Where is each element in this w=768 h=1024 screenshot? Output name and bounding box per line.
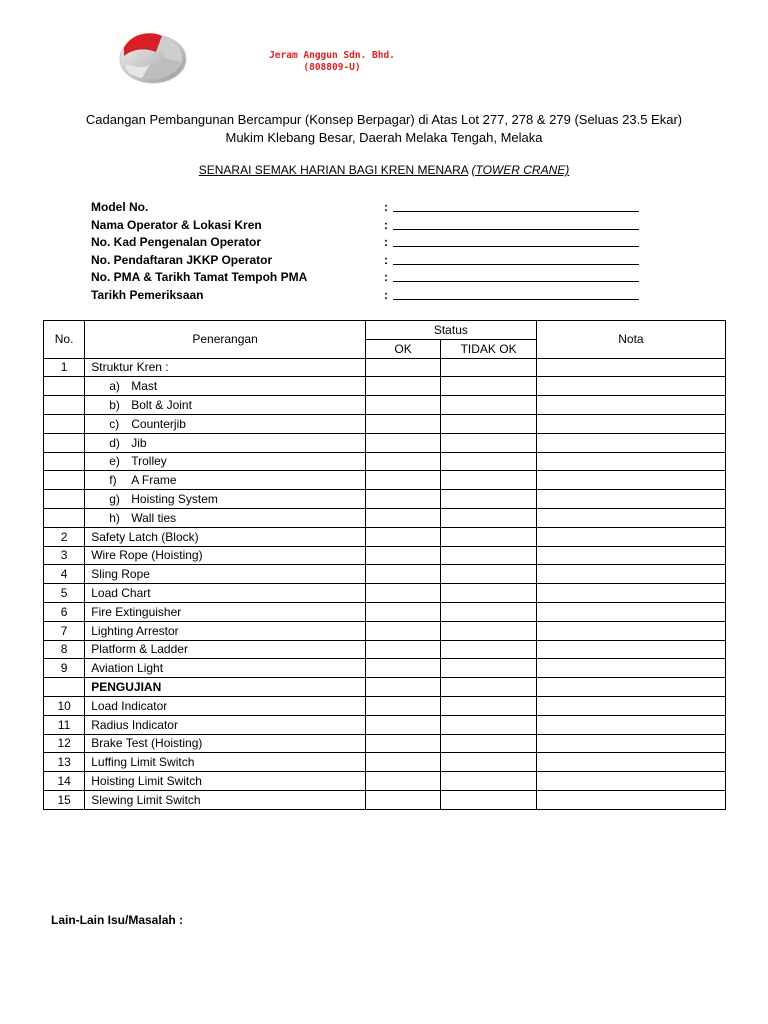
document-title	[0, 163, 768, 177]
info-field-colon: :	[384, 270, 388, 284]
nota-cell[interactable]	[536, 659, 725, 678]
sub-item-letter: d)	[109, 435, 120, 450]
sub-item-letter: g)	[109, 492, 120, 507]
nota-cell[interactable]	[536, 527, 725, 546]
checklist-row	[44, 565, 726, 584]
row-description	[85, 471, 366, 490]
status-ok-cell[interactable]	[365, 546, 440, 565]
status-tidak-ok-cell[interactable]	[441, 452, 537, 471]
checklist-row	[44, 396, 726, 415]
status-ok-cell[interactable]	[365, 358, 440, 377]
row-number: 11	[44, 715, 85, 734]
row-description: Load Indicator	[85, 696, 366, 715]
sub-item-letter: e)	[109, 454, 120, 469]
status-tidak-ok-cell[interactable]	[441, 527, 537, 546]
nota-cell[interactable]	[536, 753, 725, 772]
row-number: 4	[44, 565, 85, 584]
title-main: SENARAI SEMAK HARIAN BAGI KREN MENARA	[198, 163, 469, 177]
row-number: 3	[44, 546, 85, 565]
sub-item-letter: b)	[109, 398, 120, 413]
row-description: Load Chart	[85, 584, 366, 603]
status-tidak-ok-cell[interactable]	[441, 414, 537, 433]
status-ok-cell[interactable]	[365, 565, 440, 584]
row-number: 13	[44, 753, 85, 772]
status-tidak-ok-cell[interactable]	[441, 396, 537, 415]
info-field-label: Nama Operator & Lokasi Kren	[91, 217, 262, 232]
checklist-row	[44, 790, 726, 809]
info-field-label: No. Pendaftaran JKKP Operator	[91, 252, 273, 267]
row-number: 15	[44, 790, 85, 809]
row-description	[85, 396, 366, 415]
checklist-row	[44, 433, 726, 452]
checklist-row	[44, 715, 726, 734]
info-field-row	[91, 269, 651, 287]
nota-cell[interactable]	[536, 396, 725, 415]
status-tidak-ok-cell[interactable]	[441, 433, 537, 452]
status-ok-cell[interactable]	[365, 772, 440, 791]
status-tidak-ok-cell[interactable]	[441, 678, 537, 697]
status-ok-cell[interactable]	[365, 659, 440, 678]
row-description: Lighting Arrestor	[85, 621, 366, 640]
info-field-row	[91, 252, 651, 270]
info-field-colon: :	[384, 287, 388, 302]
nota-cell[interactable]	[536, 490, 725, 509]
status-tidak-ok-cell[interactable]	[441, 640, 537, 659]
row-description: Hoisting Limit Switch	[85, 772, 366, 791]
status-ok-cell[interactable]	[365, 734, 440, 753]
row-number	[44, 678, 85, 697]
checklist-row	[44, 490, 726, 509]
row-description	[85, 433, 366, 452]
info-field-colon: :	[384, 217, 388, 232]
sub-item-text: Mast	[131, 379, 158, 394]
info-field-row	[91, 217, 651, 235]
row-description: Sling Rope	[85, 565, 366, 584]
status-tidak-ok-cell[interactable]	[441, 508, 537, 527]
nota-cell[interactable]	[536, 678, 725, 697]
row-number: 14	[44, 772, 85, 791]
row-description: Radius Indicator	[85, 715, 366, 734]
checklist-row	[44, 527, 726, 546]
sub-item-letter: f)	[109, 473, 117, 488]
nota-cell[interactable]	[536, 772, 725, 791]
row-description: Aviation Light	[85, 659, 366, 678]
status-tidak-ok-cell[interactable]	[441, 772, 537, 791]
row-description: Luffing Limit Switch	[85, 753, 366, 772]
nota-cell[interactable]	[536, 471, 725, 490]
nota-cell[interactable]	[536, 602, 725, 621]
status-ok-cell[interactable]	[365, 527, 440, 546]
row-number	[44, 377, 85, 396]
nota-cell[interactable]	[536, 621, 725, 640]
info-field-label: No. PMA & Tarikh Tamat Tempoh PMA	[91, 270, 308, 284]
checklist-row	[44, 358, 726, 377]
info-field-blank-line[interactable]	[393, 299, 639, 300]
status-ok-cell[interactable]	[365, 490, 440, 509]
row-number: 12	[44, 734, 85, 753]
checklist-row	[44, 602, 726, 621]
row-description: Safety Latch (Block)	[85, 527, 366, 546]
row-number	[44, 471, 85, 490]
sub-item-text: Trolley	[131, 454, 167, 469]
sub-item-text: Bolt & Joint	[131, 398, 192, 413]
nota-cell[interactable]	[536, 584, 725, 603]
sub-item-text: Wall ties	[131, 510, 177, 525]
checklist-row	[44, 696, 726, 715]
header-ok: OK	[365, 339, 440, 358]
row-number: 5	[44, 584, 85, 603]
checklist-row	[44, 584, 726, 603]
status-tidak-ok-cell[interactable]	[441, 659, 537, 678]
sub-item-letter: h)	[109, 510, 120, 525]
row-description: Slewing Limit Switch	[85, 790, 366, 809]
row-description: Platform & Ladder	[85, 640, 366, 659]
status-ok-cell[interactable]	[365, 452, 440, 471]
row-description: Struktur Kren :	[85, 358, 366, 377]
info-field-label: Tarikh Pemeriksaan	[91, 287, 204, 302]
project-line-2: Mukim Klebang Besar, Daerah Melaka Tengah, Melaka	[225, 130, 543, 145]
status-tidak-ok-cell[interactable]	[441, 602, 537, 621]
status-tidak-ok-cell[interactable]	[441, 546, 537, 565]
nota-cell[interactable]	[536, 546, 725, 565]
status-tidak-ok-cell[interactable]	[441, 621, 537, 640]
row-number: 9	[44, 659, 85, 678]
header-no: No.	[44, 321, 85, 359]
row-description	[85, 508, 366, 527]
nota-cell[interactable]	[536, 452, 725, 471]
checklist-row	[44, 640, 726, 659]
status-tidak-ok-cell[interactable]	[441, 490, 537, 509]
status-tidak-ok-cell[interactable]	[441, 471, 537, 490]
checklist-row	[44, 621, 726, 640]
row-number	[44, 433, 85, 452]
project-line-1: Cadangan Pembangunan Bercampur (Konsep Berpagar) di Atas Lot 277, 278 & 279 (Seluas 23.5 Ekar)	[85, 112, 683, 127]
row-description: Fire Extinguisher	[85, 602, 366, 621]
row-number: 1	[44, 358, 85, 377]
row-description: Brake Test (Hoisting)	[85, 734, 366, 753]
header-tidak-ok: TIDAK OK	[441, 339, 537, 358]
header-status: Status	[365, 321, 536, 340]
status-ok-cell[interactable]	[365, 696, 440, 715]
row-number: 8	[44, 640, 85, 659]
checklist-row	[44, 753, 726, 772]
info-field-row	[91, 199, 651, 217]
row-description	[85, 452, 366, 471]
info-field-blank-line[interactable]	[393, 229, 639, 230]
info-field-row	[91, 287, 651, 305]
status-ok-cell[interactable]	[365, 640, 440, 659]
checklist-row	[44, 471, 726, 490]
checklist-row	[44, 414, 726, 433]
nota-cell[interactable]	[536, 640, 725, 659]
status-tidak-ok-cell[interactable]	[441, 753, 537, 772]
status-ok-cell[interactable]	[365, 678, 440, 697]
info-field-colon: :	[384, 235, 388, 249]
checklist-row	[44, 678, 726, 697]
status-ok-cell[interactable]	[365, 602, 440, 621]
info-field-label: No. Kad Pengenalan Operator	[91, 235, 262, 249]
status-ok-cell[interactable]	[365, 396, 440, 415]
info-field-blank-line[interactable]	[393, 281, 639, 282]
status-ok-cell[interactable]	[365, 433, 440, 452]
checklist-row	[44, 546, 726, 565]
info-field-colon: :	[384, 252, 388, 267]
status-ok-cell[interactable]	[365, 753, 440, 772]
checklist-row	[44, 659, 726, 678]
row-number	[44, 490, 85, 509]
status-tidak-ok-cell[interactable]	[441, 584, 537, 603]
row-number	[44, 452, 85, 471]
nota-cell[interactable]	[536, 696, 725, 715]
operator-info-fields	[91, 199, 651, 304]
checklist-row	[44, 734, 726, 753]
sub-item-text: Jib	[131, 435, 147, 450]
nota-cell[interactable]	[536, 414, 725, 433]
sub-item-text: Counterjib	[131, 416, 186, 431]
row-number: 6	[44, 602, 85, 621]
sub-item-letter: a)	[109, 379, 120, 394]
nota-cell[interactable]	[536, 377, 725, 396]
row-number	[44, 396, 85, 415]
row-description	[85, 377, 366, 396]
nota-cell[interactable]	[536, 715, 725, 734]
status-ok-cell[interactable]	[365, 414, 440, 433]
project-header	[0, 111, 768, 147]
header-desc: Penerangan	[85, 321, 366, 359]
company-name: Jeram Anggun Sdn. Bhd.	[269, 50, 395, 61]
nota-cell[interactable]	[536, 734, 725, 753]
status-tidak-ok-cell[interactable]	[441, 696, 537, 715]
info-field-blank-line[interactable]	[393, 264, 639, 265]
row-description: Wire Rope (Hoisting)	[85, 546, 366, 565]
info-field-blank-line[interactable]	[393, 211, 639, 212]
sub-item-text: Hoisting System	[131, 492, 218, 507]
status-ok-cell[interactable]	[365, 377, 440, 396]
status-ok-cell[interactable]	[365, 715, 440, 734]
checklist-row	[44, 772, 726, 791]
row-description	[85, 414, 366, 433]
info-field-blank-line[interactable]	[393, 246, 639, 247]
status-tidak-ok-cell[interactable]	[441, 358, 537, 377]
nota-cell[interactable]	[536, 358, 725, 377]
status-ok-cell[interactable]	[365, 471, 440, 490]
nota-cell[interactable]	[536, 565, 725, 584]
checklist-row	[44, 452, 726, 471]
nota-cell[interactable]	[536, 433, 725, 452]
info-field-label: Model No.	[91, 200, 149, 214]
status-ok-cell[interactable]	[365, 584, 440, 603]
info-field-colon: :	[384, 200, 388, 214]
title-italic: (TOWER CRANE)	[471, 163, 570, 177]
status-ok-cell[interactable]	[365, 790, 440, 809]
checklist-row	[44, 377, 726, 396]
nota-cell[interactable]	[536, 508, 725, 527]
status-tidak-ok-cell[interactable]	[441, 715, 537, 734]
sub-item-letter: c)	[109, 416, 120, 431]
checklist-row	[44, 508, 726, 527]
header-nota: Nota	[536, 321, 725, 359]
status-tidak-ok-cell[interactable]	[441, 734, 537, 753]
status-tidak-ok-cell[interactable]	[441, 790, 537, 809]
row-description: PENGUJIAN	[85, 678, 366, 697]
row-number: 10	[44, 696, 85, 715]
row-number	[44, 414, 85, 433]
status-ok-cell[interactable]	[365, 508, 440, 527]
checklist-table	[43, 320, 726, 810]
company-block	[232, 50, 432, 74]
status-ok-cell[interactable]	[365, 621, 440, 640]
row-description	[85, 490, 366, 509]
company-reg-no: (808809-U)	[303, 62, 361, 73]
nota-cell[interactable]	[536, 790, 725, 809]
status-tidak-ok-cell[interactable]	[441, 377, 537, 396]
other-issues-label: Lain-Lain Isu/Masalah :	[51, 913, 184, 927]
status-tidak-ok-cell[interactable]	[441, 565, 537, 584]
company-logo	[116, 26, 190, 86]
info-field-row	[91, 234, 651, 252]
row-number	[44, 508, 85, 527]
row-number: 2	[44, 527, 85, 546]
row-number: 7	[44, 621, 85, 640]
sub-item-text: A Frame	[131, 473, 177, 488]
